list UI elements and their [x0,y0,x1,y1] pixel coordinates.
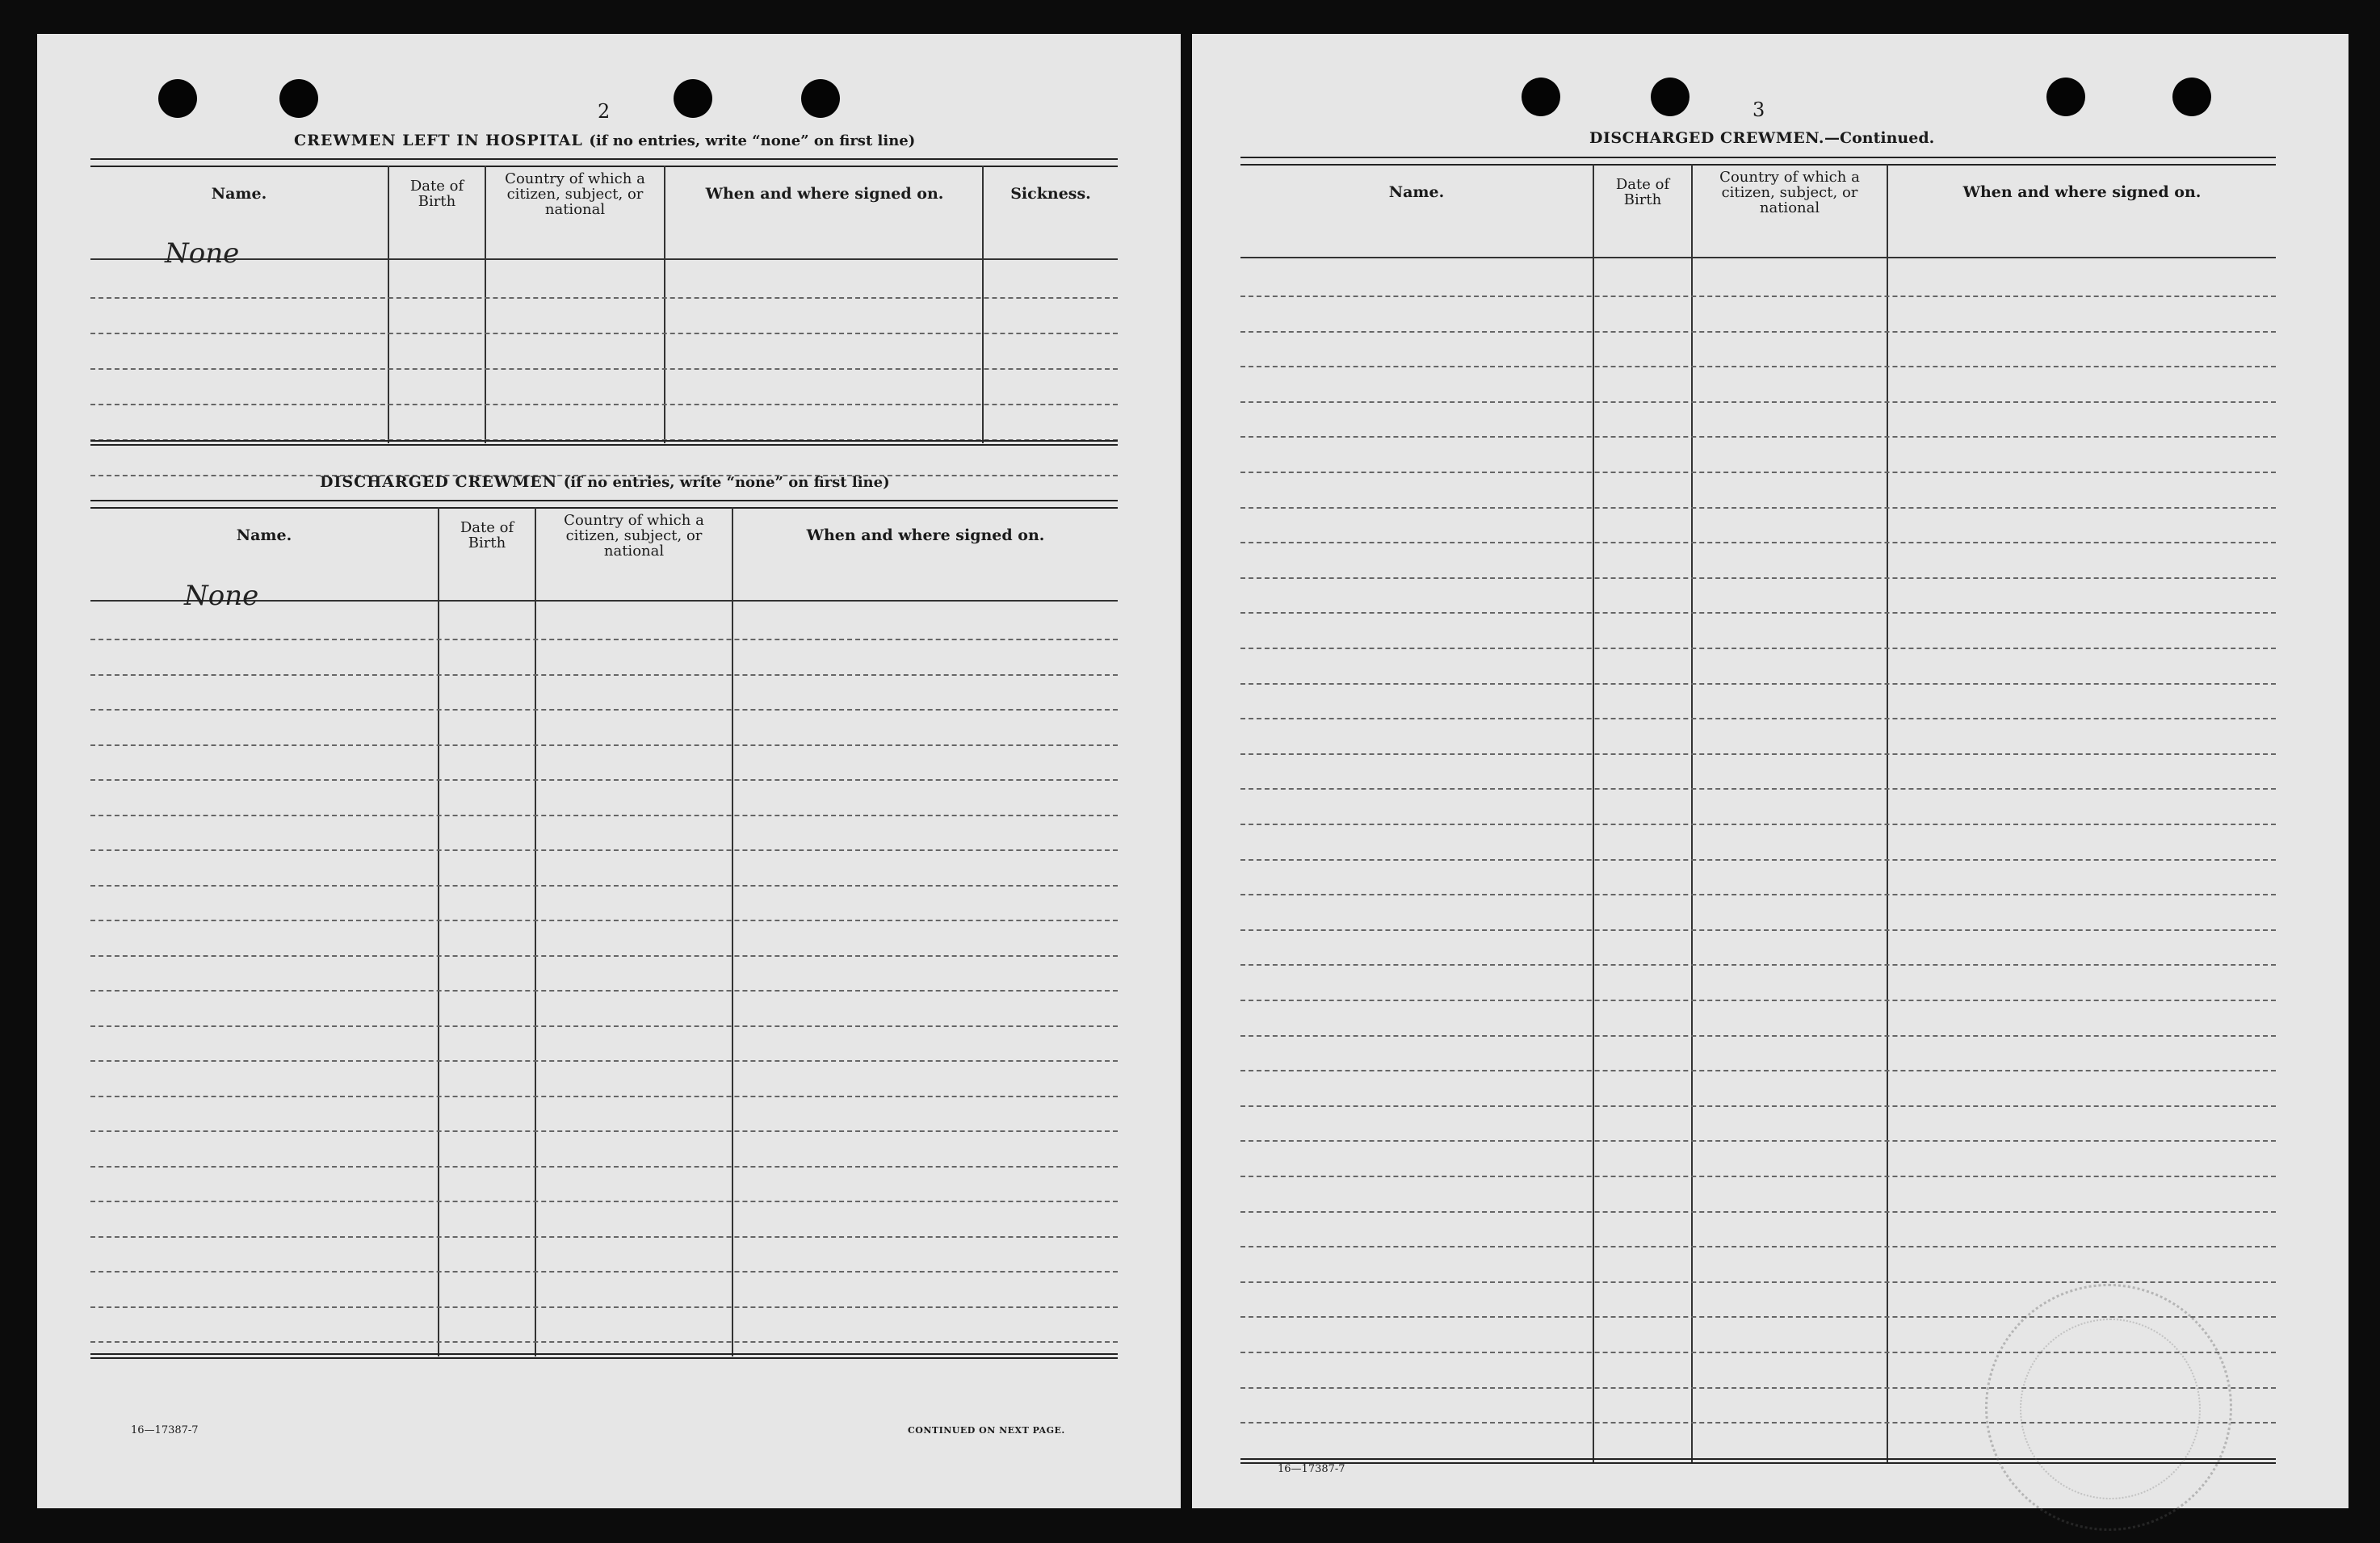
column-header-date-of-birth-label: Date of Birth [409,178,464,210]
entry-line [1240,366,2276,367]
entry-line [90,297,1118,299]
discharged-title-note: (if no entries, write “none” on first line) [563,474,890,491]
column-header-country-label: Country of which a citizen, subject, or national [505,170,645,218]
table-header-rule [1240,257,2276,258]
column-header-country [486,168,664,220]
entry-line [90,1166,1118,1168]
column-divider [664,166,665,443]
entry-line [90,779,1118,781]
entry-line [1240,1035,2276,1037]
form-number: 16—17387-7 [1278,1463,1345,1475]
entry-line [1240,296,2276,297]
faded-stamp-inner [2020,1319,2201,1499]
column-header-signed-on: When and where signed on. [1962,182,2202,201]
punch-hole [1651,78,1690,116]
entry-line [1240,964,2276,966]
column-divider [438,507,439,1356]
column-header-date-of-birth-label: Date of Birth [1615,176,1670,208]
column-header-country-label: Country of which a citizen, subject, or national [564,511,704,560]
table-bottom-rule [90,1353,1118,1359]
entry-line [90,849,1118,851]
entry-line [1240,612,2276,614]
punch-hole [2046,78,2085,116]
column-header-date-of-birth [439,509,535,561]
column-header-country [1693,166,1887,218]
column-divider [388,166,389,443]
entry-line [1240,331,2276,333]
column-header-name: Name. [211,184,267,203]
entry-line [1240,1176,2276,1177]
discharged-table [90,500,1118,1469]
hospital-title-note: (if no entries, write “none” on first line) [589,132,916,149]
entry-line [90,1341,1118,1343]
discharged-continued-suffix: —Continued. [1824,129,1935,147]
entry-line [1240,1000,2276,1001]
page-number: 2 [598,100,611,123]
discharged-continued-title-text: DISCHARGED CREWMEN. [1589,129,1825,147]
entry-line [1240,1140,2276,1142]
entry-line [1240,929,2276,931]
right-page [1192,34,2349,1508]
column-divider [982,166,984,443]
column-header-country [536,509,732,561]
table-top-rule [90,158,1118,167]
hospital-table [90,158,1118,451]
column-divider [732,507,733,1356]
discharged-continued-title [1589,129,1934,147]
entry-line [90,368,1118,370]
handwritten-entry: None [165,237,240,270]
entry-line [90,815,1118,816]
entry-line [1240,788,2276,790]
entry-line [90,1236,1118,1238]
page-number: 3 [1752,99,1765,121]
entry-line [90,885,1118,887]
column-divider [485,166,486,443]
entry-line [1240,1211,2276,1213]
entry-line [90,1201,1118,1202]
entry-line [1240,542,2276,543]
continued-note: CONTINUED ON NEXT PAGE. [908,1425,1065,1436]
entry-line [1240,1105,2276,1107]
entry-line [90,955,1118,957]
column-divider [1593,164,1594,1464]
entry-line [1240,507,2276,509]
entry-line [1240,1070,2276,1071]
entry-line [1240,824,2276,825]
entry-line [90,674,1118,676]
column-header-country-label: Country of which a citizen, subject, or national [1719,168,1860,216]
punch-hole [279,79,318,118]
table-top-rule [1240,157,2276,166]
form-number: 16—17387-7 [131,1424,199,1436]
entry-line [90,1060,1118,1062]
punch-hole [674,79,712,118]
entry-line [1240,718,2276,719]
entry-line [90,333,1118,334]
discharged-continued-table [1240,157,2276,1465]
column-divider [1887,164,1888,1464]
column-header-signed-on: When and where signed on. [806,526,1045,544]
punch-hole [801,79,840,118]
entry-line [90,1025,1118,1027]
discharged-title-text: DISCHARGED CREWMEN [320,473,558,491]
entry-line [1240,894,2276,895]
column-header-date-of-birth-label: Date of Birth [460,519,514,551]
entry-line [1240,472,2276,473]
entry-line [90,639,1118,640]
table-top-rule [90,500,1118,509]
punch-hole [2172,78,2211,116]
entry-line [90,1130,1118,1132]
entry-line [90,990,1118,992]
column-header-date-of-birth [1594,166,1691,218]
column-header-name: Name. [236,526,292,544]
entry-line [1240,648,2276,649]
entry-line [1240,436,2276,438]
entry-line [90,1306,1118,1308]
entry-line [1240,1281,2276,1283]
entry-line [90,1271,1118,1273]
column-header-sickness: Sickness. [1010,184,1091,203]
entry-line [1240,577,2276,579]
entry-line [90,404,1118,405]
column-divider [535,507,536,1356]
discharged-section-title [320,473,890,491]
entry-line [1240,683,2276,685]
column-divider [1691,164,1693,1464]
table-bottom-rule [90,440,1118,446]
punch-hole [1522,78,1560,116]
column-header-date-of-birth [389,168,485,220]
entry-line [90,744,1118,746]
column-header-name: Name. [1388,182,1445,201]
column-header-signed-on: When and where signed on. [705,184,944,203]
hospital-title-text: CREWMEN LEFT IN HOSPITAL [294,132,583,149]
faded-stamp [1985,1284,2232,1531]
entry-line [1240,753,2276,755]
left-page [37,34,1181,1508]
handwritten-entry: None [184,580,259,612]
table-header-rule [90,258,1118,260]
entry-line [90,1096,1118,1097]
punch-hole [158,79,197,118]
entry-line [90,709,1118,711]
entry-line [1240,401,2276,403]
hospital-section-title [294,132,915,149]
entry-line [1240,1246,2276,1247]
entry-line [1240,859,2276,861]
entry-line [90,920,1118,921]
